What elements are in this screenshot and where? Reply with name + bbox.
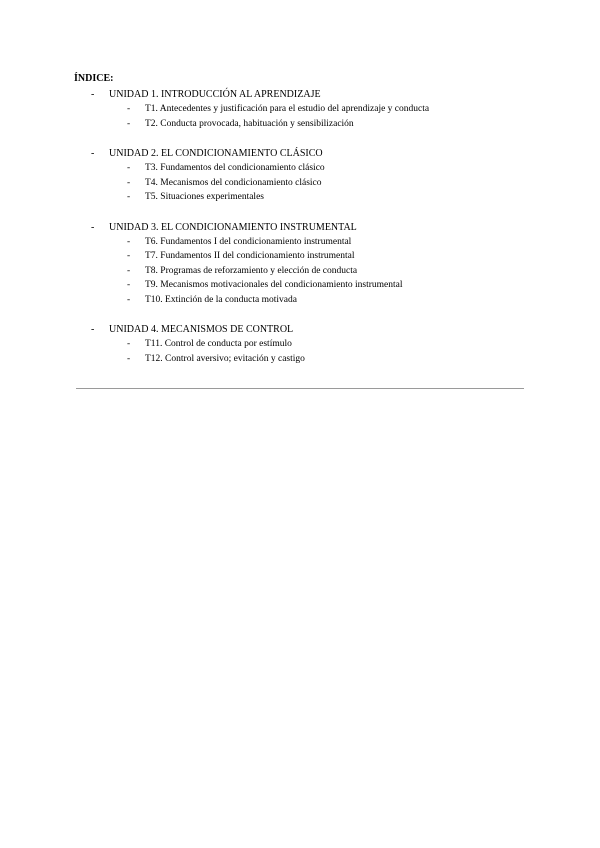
- topic-title: T11. Control de conducta por estímulo: [145, 339, 292, 349]
- topic-title: T6. Fundamentos I del condicionamiento instrumental: [145, 236, 352, 247]
- topic-title: T4. Mecanismos del condicionamiento clásico: [145, 177, 322, 188]
- topic-title: T7. Fundamentos II del condicionamiento instrumental: [145, 251, 355, 261]
- list-bullet: -: [91, 221, 95, 233]
- list-bullet: -: [127, 236, 131, 247]
- unit-heading: [0, 87, 600, 102]
- list-bullet: -: [91, 148, 95, 159]
- topic-item: [0, 161, 600, 176]
- list-bullet: -: [127, 163, 131, 173]
- unit-title: UNIDAD 1. INTRODUCCIÓN AL APRENDIZAJE: [109, 89, 321, 100]
- unit-title: UNIDAD 4. MECANISMOS DE CONTROL: [109, 324, 294, 335]
- unit-2: [0, 146, 600, 205]
- topic-title: T9. Mecanismos motivacionales del condicionamiento instrumental: [145, 280, 403, 290]
- topic-item: [0, 264, 600, 279]
- topic-title: T2. Conducta provocada, habituación y sensibilización: [145, 118, 354, 129]
- list-bullet: -: [127, 294, 131, 305]
- list-bullet: -: [91, 324, 95, 335]
- topic-item: [0, 117, 600, 132]
- unit-title: UNIDAD 3. EL CONDICIONAMIENTO INSTRUMENTAL: [109, 221, 357, 233]
- topic-title: T8. Programas de reforzamiento y elección de conducta: [145, 265, 358, 276]
- list-bullet: -: [127, 104, 131, 114]
- horizontal-rule: [76, 388, 524, 389]
- list-bullet: -: [127, 118, 131, 129]
- unit-3: [0, 220, 600, 308]
- index-list: [0, 87, 600, 381]
- unit-title: UNIDAD 2. EL CONDICIONAMIENTO CLÁSICO: [109, 148, 323, 159]
- unit-heading: [0, 220, 600, 235]
- topic-item: [0, 190, 600, 205]
- unit-1: [0, 87, 600, 131]
- unit-heading: [0, 146, 600, 161]
- list-bullet: -: [127, 280, 131, 290]
- topic-item: [0, 102, 600, 117]
- topic-item: [0, 278, 600, 293]
- topic-title: T5. Situaciones experimentales: [145, 192, 264, 202]
- list-bullet: -: [127, 265, 131, 276]
- list-bullet: -: [127, 192, 131, 202]
- topic-title: T10. Extinción de la conducta motivada: [145, 294, 297, 305]
- unit-heading: [0, 322, 600, 337]
- list-bullet: -: [127, 177, 131, 188]
- list-bullet: -: [127, 251, 131, 261]
- unit-4: [0, 322, 600, 366]
- topic-item: [0, 249, 600, 264]
- topic-title: T3. Fundamentos del condicionamiento clásico: [145, 163, 325, 173]
- topic-item: [0, 352, 600, 367]
- topic-item: [0, 293, 600, 308]
- list-bullet: -: [127, 353, 131, 364]
- topic-item: [0, 176, 600, 191]
- topic-title: T1. Antecedentes y justificación para el estudio del aprendizaje y conducta: [145, 104, 430, 114]
- topic-title: T12. Control aversivo; evitación y castigo: [145, 353, 305, 364]
- topic-item: [0, 337, 600, 352]
- topic-item: [0, 235, 600, 250]
- list-bullet: -: [127, 339, 131, 349]
- list-bullet: -: [91, 89, 95, 100]
- index-title: ÍNDICE:: [74, 73, 114, 84]
